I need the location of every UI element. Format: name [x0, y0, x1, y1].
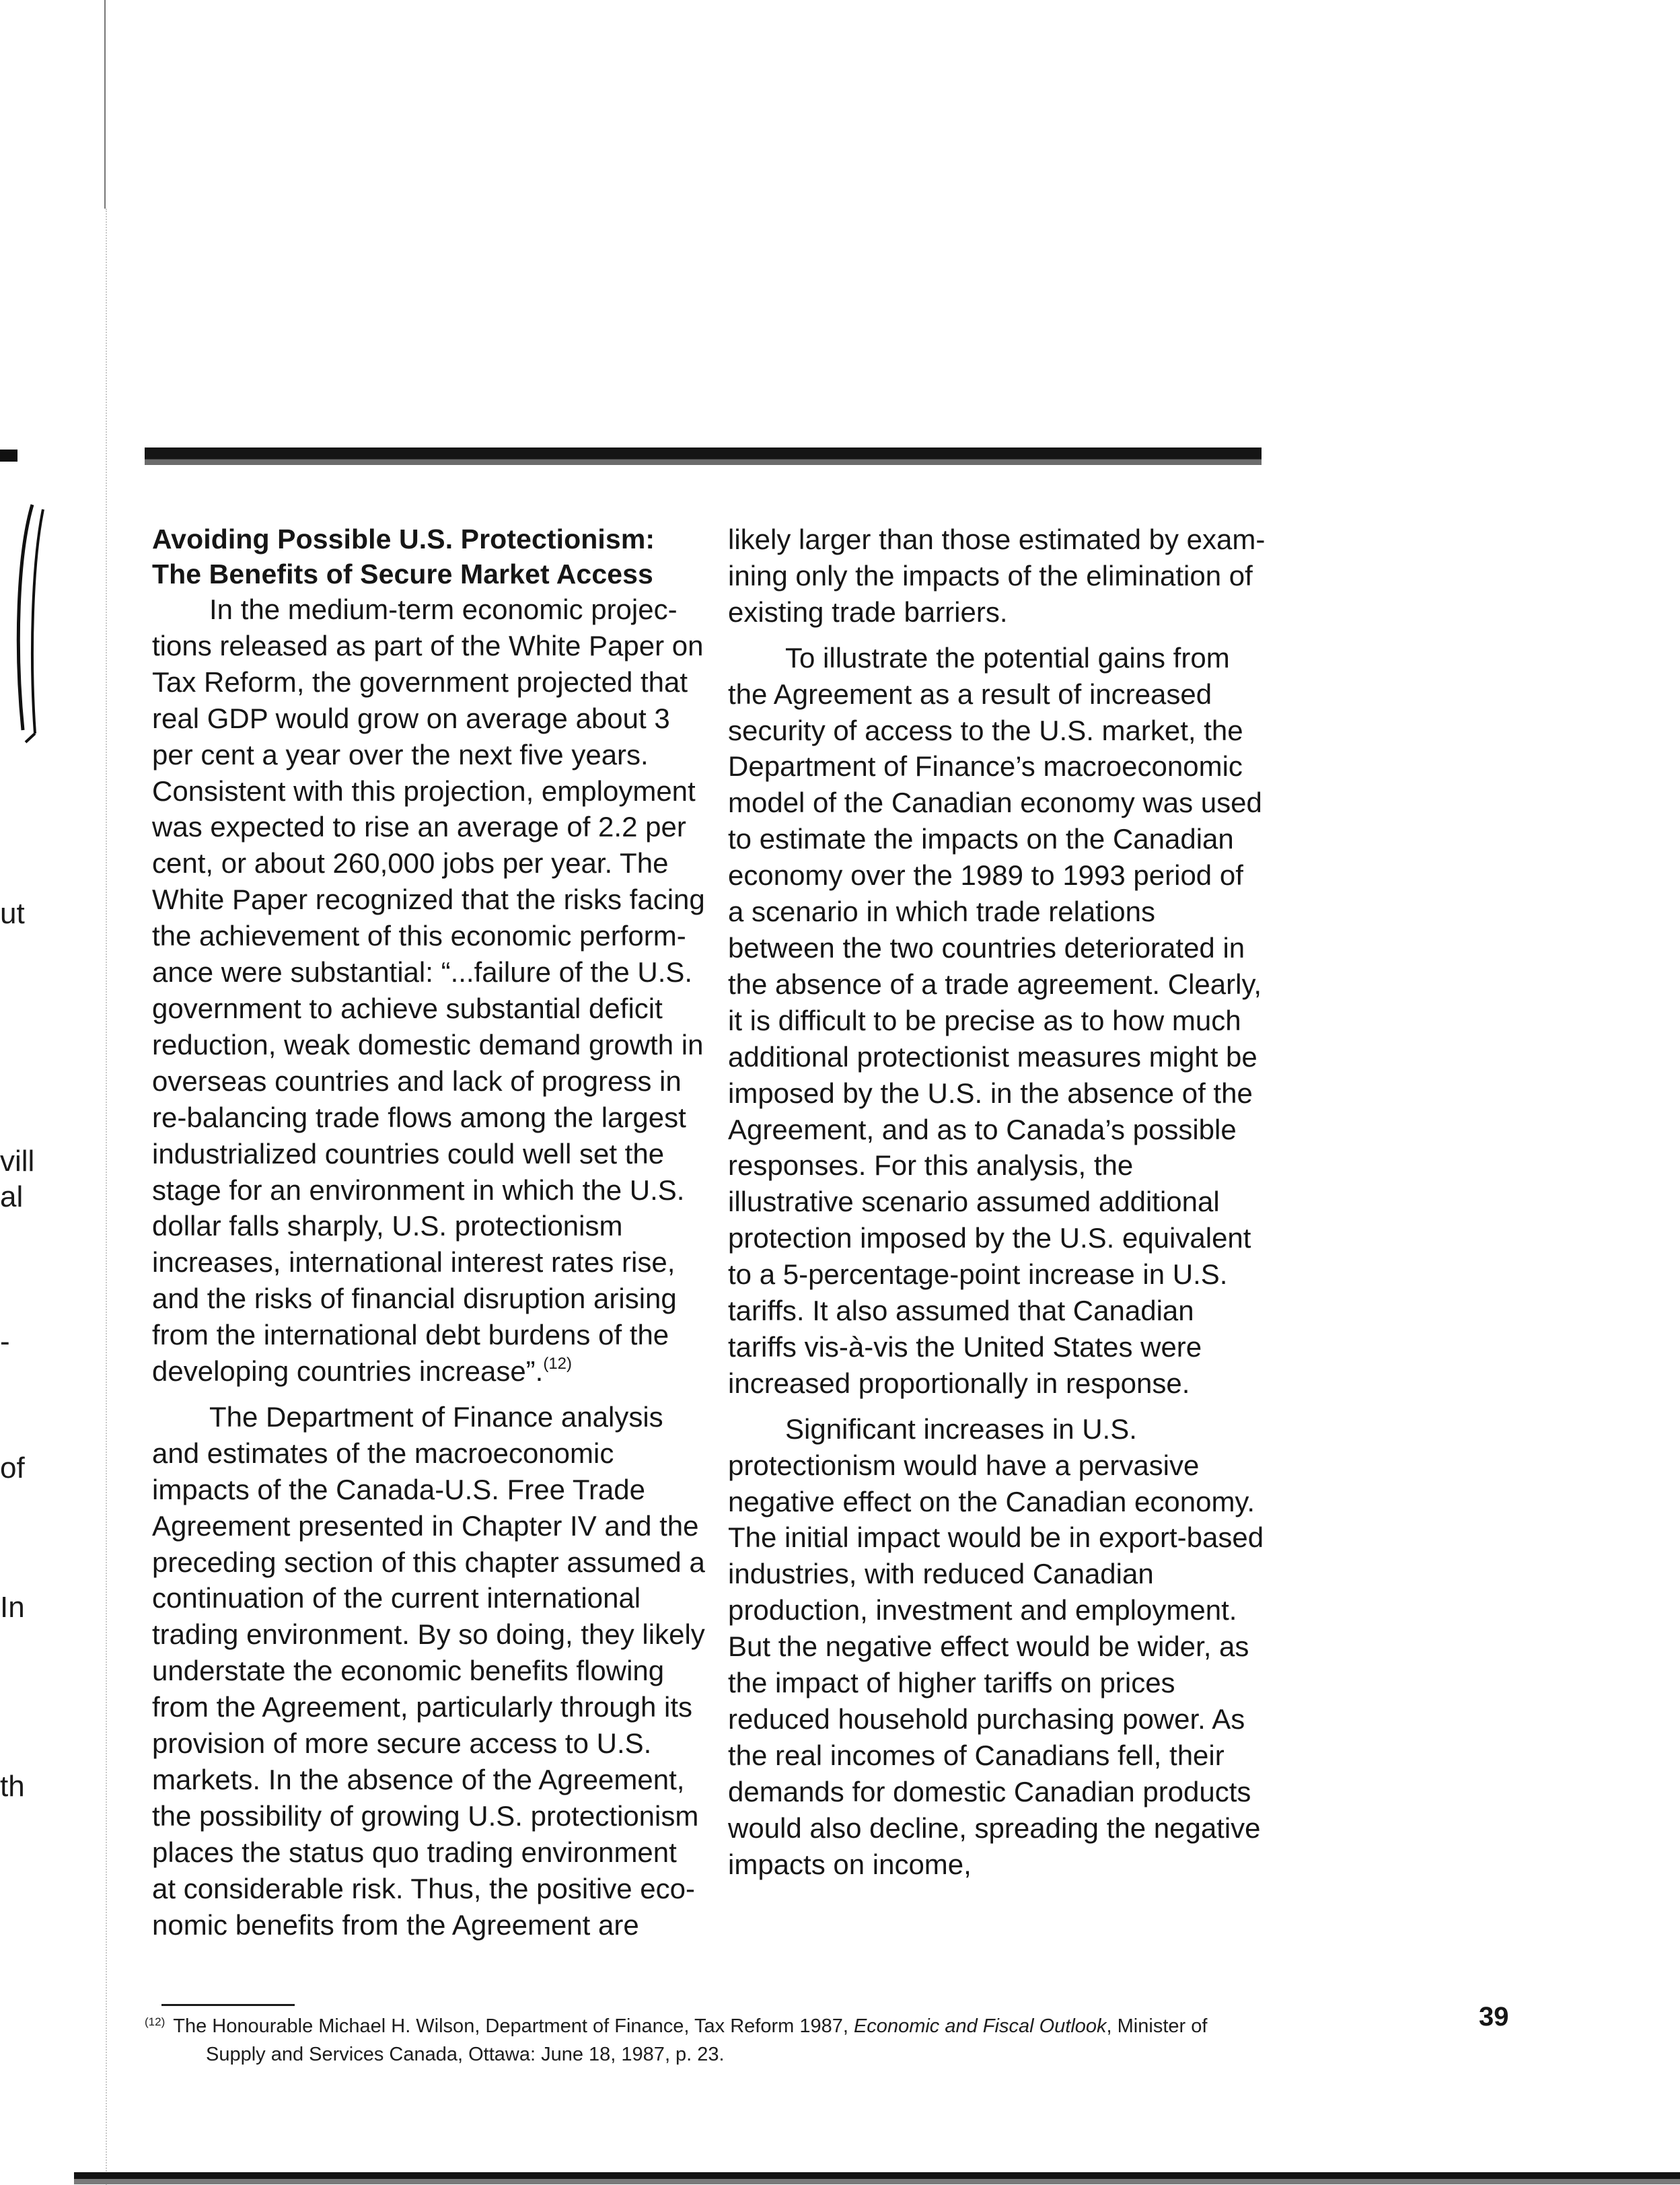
- section-heading: [152, 522, 707, 592]
- section-heading-line1: Avoiding Possible U.S. Protectionism:: [152, 524, 655, 554]
- right-column: [728, 522, 1266, 1892]
- section-heading-line2: The Benefits of Secure Market Access: [152, 559, 653, 589]
- margin-fragment: vill: [0, 1145, 35, 1178]
- margin-fragment: th: [0, 1770, 25, 1803]
- previous-page-mark: [0, 450, 17, 462]
- page-number: 39: [1479, 2002, 1509, 2032]
- footnote-line1: [145, 2012, 1288, 2040]
- binding-margin-line: [104, 0, 106, 209]
- margin-fragment: -: [0, 1325, 10, 1358]
- footnote-line2: Supply and Services Canada, Ottawa: June 18, 1987, p. 23.: [206, 2044, 725, 2065]
- left-column: [152, 522, 707, 1953]
- footnote-marker: (12): [145, 2015, 166, 2028]
- footnote-title: Economic and Fiscal Outlook: [853, 2015, 1107, 2037]
- body-paragraph-continued: likely larger than those estimated by examining only the impacts of the elimination of existing trade barriers.: [728, 524, 1266, 628]
- margin-fragment: ut: [0, 897, 25, 930]
- binding-margin-dots: [106, 209, 107, 2185]
- section-top-rule: [145, 447, 1262, 465]
- body-paragraph: The Department of Finance analysis and estimates of the macroeconomic impacts of the Canada-U.S. Free Trade Agreement presented in Chapter IV and the preceding section of this chapter assumed a continuation of the current international trading environment. By so doing, they likely understate the economic benefits flowing from the Agreement, particularly through its provision of more secure access to U.S. markets. In the absence of the Agreement, the possibility of growing U.S. protectionism places the status quo trading environment at considerable risk. Thus, the positive economic benefits from the Agreement are: [152, 1400, 705, 1941]
- handwritten-bracket: [5, 501, 46, 744]
- body-paragraph: To illustrate the potential gains from the Agreement as a result of increased security of access to the U.S. market, the Department of Finance’s macroeconomic model of the Canadian economy was used to estimate the impacts on the Canadian economy over the 1989 to 1993 period of a scenario in which trade relations between the two countries deteriorated in the absence of a trade agreement. Clearly, it is difficult to be precise as to how much additional protectionist measures might be imposed by the U.S. in the absence of the Agreement, and as to Canada’s possible responses. For this analysis, the illustrative scenario assumed additional protection imposed by the U.S. equivalent to a 5-percentage-point increase in U.S. tariffs. It also assumed that Canadian tariffs vis-à-vis the United States were increased proportionally in response.: [728, 641, 1262, 1399]
- margin-fragment: al: [0, 1180, 24, 1213]
- footnote-rule: [161, 2004, 295, 2006]
- footnote-text: The Honourable Michael H. Wilson, Department of Finance, Tax Reform 1987,: [173, 2015, 848, 2037]
- footnote-text: , Minister of: [1106, 2015, 1208, 2037]
- margin-fragment: In: [0, 1591, 25, 1624]
- footnote: [145, 2012, 1288, 2069]
- footnote-reference: (12): [543, 1355, 573, 1373]
- paragraph-text: In the medium-term economic projections released as part of the White Paper on Tax Reform, the government projected that real GDP would grow on average about 3 per cent a year over the next five years. Consistent with this projection, employment was expected to rise an average of 2.2 per cent, or about 260,000 jobs per year. The White Paper recognized that the risks facing the achievement of this economic performance were substantial: “...failure of the U.S. government to achieve substantial deficit reduction, weak domestic demand growth in overseas countries and lack of progress in re-balancing trade flows among the largest industrialized countries could well set the stage for an environment in which the U.S. dollar falls sharply, U.S. protectionism increases, international interest rates rise, and the risks of financial disruption arising from the international debt burdens of the developing countries increase”.: [152, 594, 705, 1388]
- margin-fragment: of: [0, 1452, 25, 1484]
- bottom-edge-rule: [74, 2172, 1680, 2184]
- body-paragraph: [152, 592, 707, 1390]
- body-paragraph: Significant increases in U.S. protectionism would have a pervasive negative effect on the Canadian economy. The initial impact would be in export-based industries, with reduced Canadian production, investment and employment. But the negative effect would be wider, as the impact of higher tariffs on prices reduced household purchasing power. As the real incomes of Canadians fell, their demands for domestic Canadian products would also decline, spreading the negative impacts on income,: [728, 1412, 1264, 1880]
